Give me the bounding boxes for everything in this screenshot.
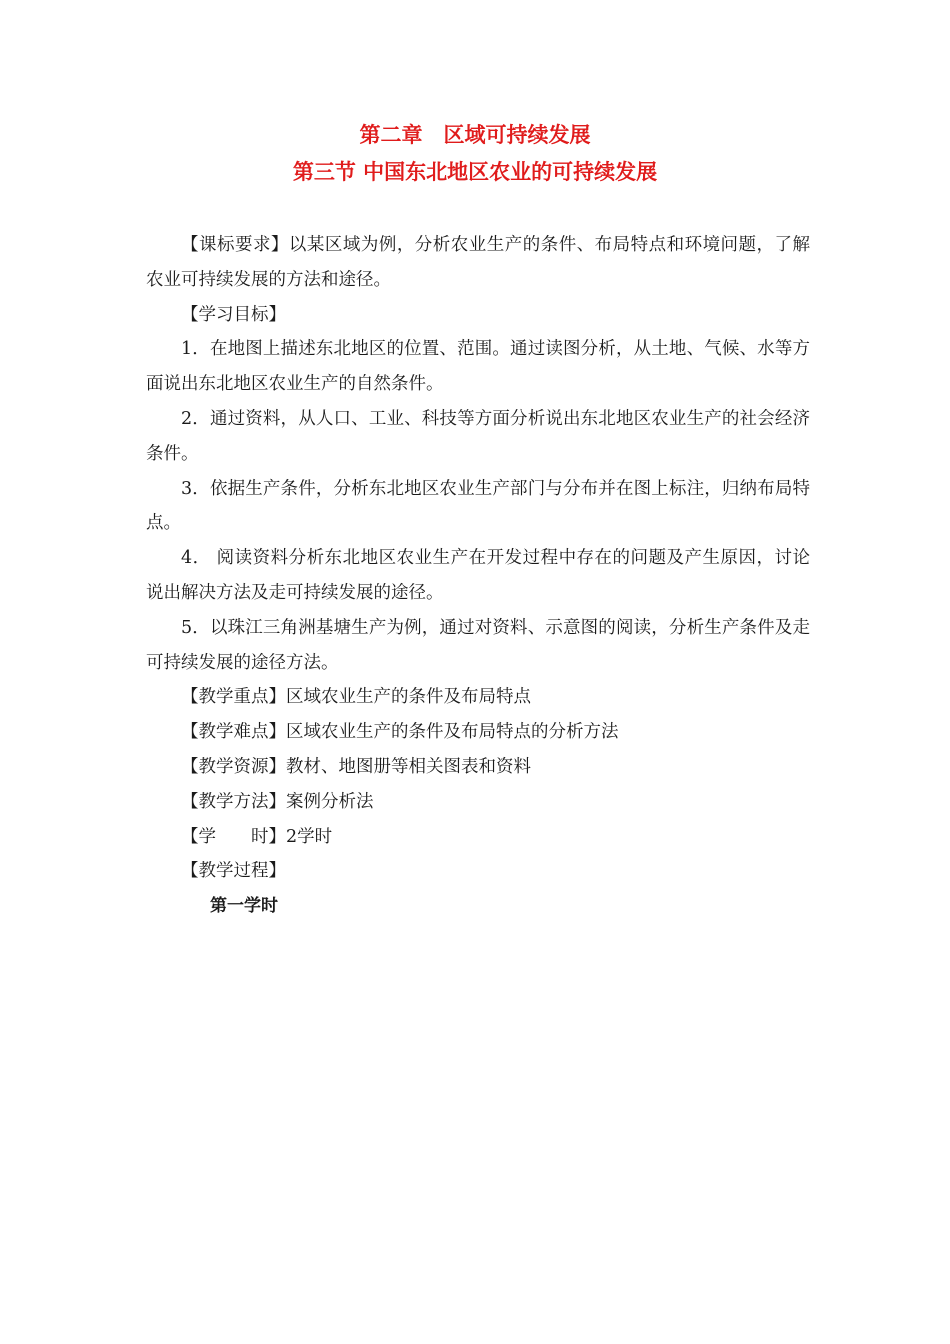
learning-goal-3: 3．依据生产条件，分析东北地区农业生产部门与分布并在图上标注，归纳布局特点。 [146,478,810,534]
teaching-process-heading: 【教学过程】 [181,861,286,882]
teaching-method: 【教学方法】案例分析法 [181,791,374,812]
learning-goal-5: 5．以珠江三角洲基塘生产为例，通过对资料、示意图的阅读，分析生产条件及走可持续发展的途径方法。 [146,617,810,673]
teaching-key-points: 【教学重点】区域农业生产的条件及布局特点 [181,687,531,708]
chapter-title: 第二章 区域可持续发展 [359,123,591,147]
document-body [146,228,810,924]
first-period-heading: 第一学时 [210,896,278,917]
learning-goal-1: 1．在地图上描述东北地区的位置、范围。通过读图分析，从土地、气候、水等方面说出东北地区农业生产的自然条件。 [146,339,810,395]
learning-goal-2: 2．通过资料，从人口、工业、科技等方面分析说出东北地区农业生产的社会经济条件。 [146,408,810,464]
learning-goal-4: 4． 阅读资料分析东北地区农业生产在开发过程中存在的问题及产生原因，讨论说出解决方法及走可持续发展的途径。 [146,548,810,603]
section-title: 第三节 中国东北地区农业的可持续发展 [292,160,658,184]
class-hours: 【学 时】2学时 [181,826,333,847]
teaching-difficulties: 【教学难点】区域农业生产的条件及布局特点的分析方法 [181,722,619,743]
curriculum-requirement: 【课标要求】以某区域为例，分析农业生产的条件、布局特点和环境问题，了解农业可持续发展的方法和途径。 [146,235,810,290]
learning-goals-heading: 【学习目标】 [181,304,286,325]
teaching-resources: 【教学资源】教材、地图册等相关图表和资料 [181,756,531,777]
